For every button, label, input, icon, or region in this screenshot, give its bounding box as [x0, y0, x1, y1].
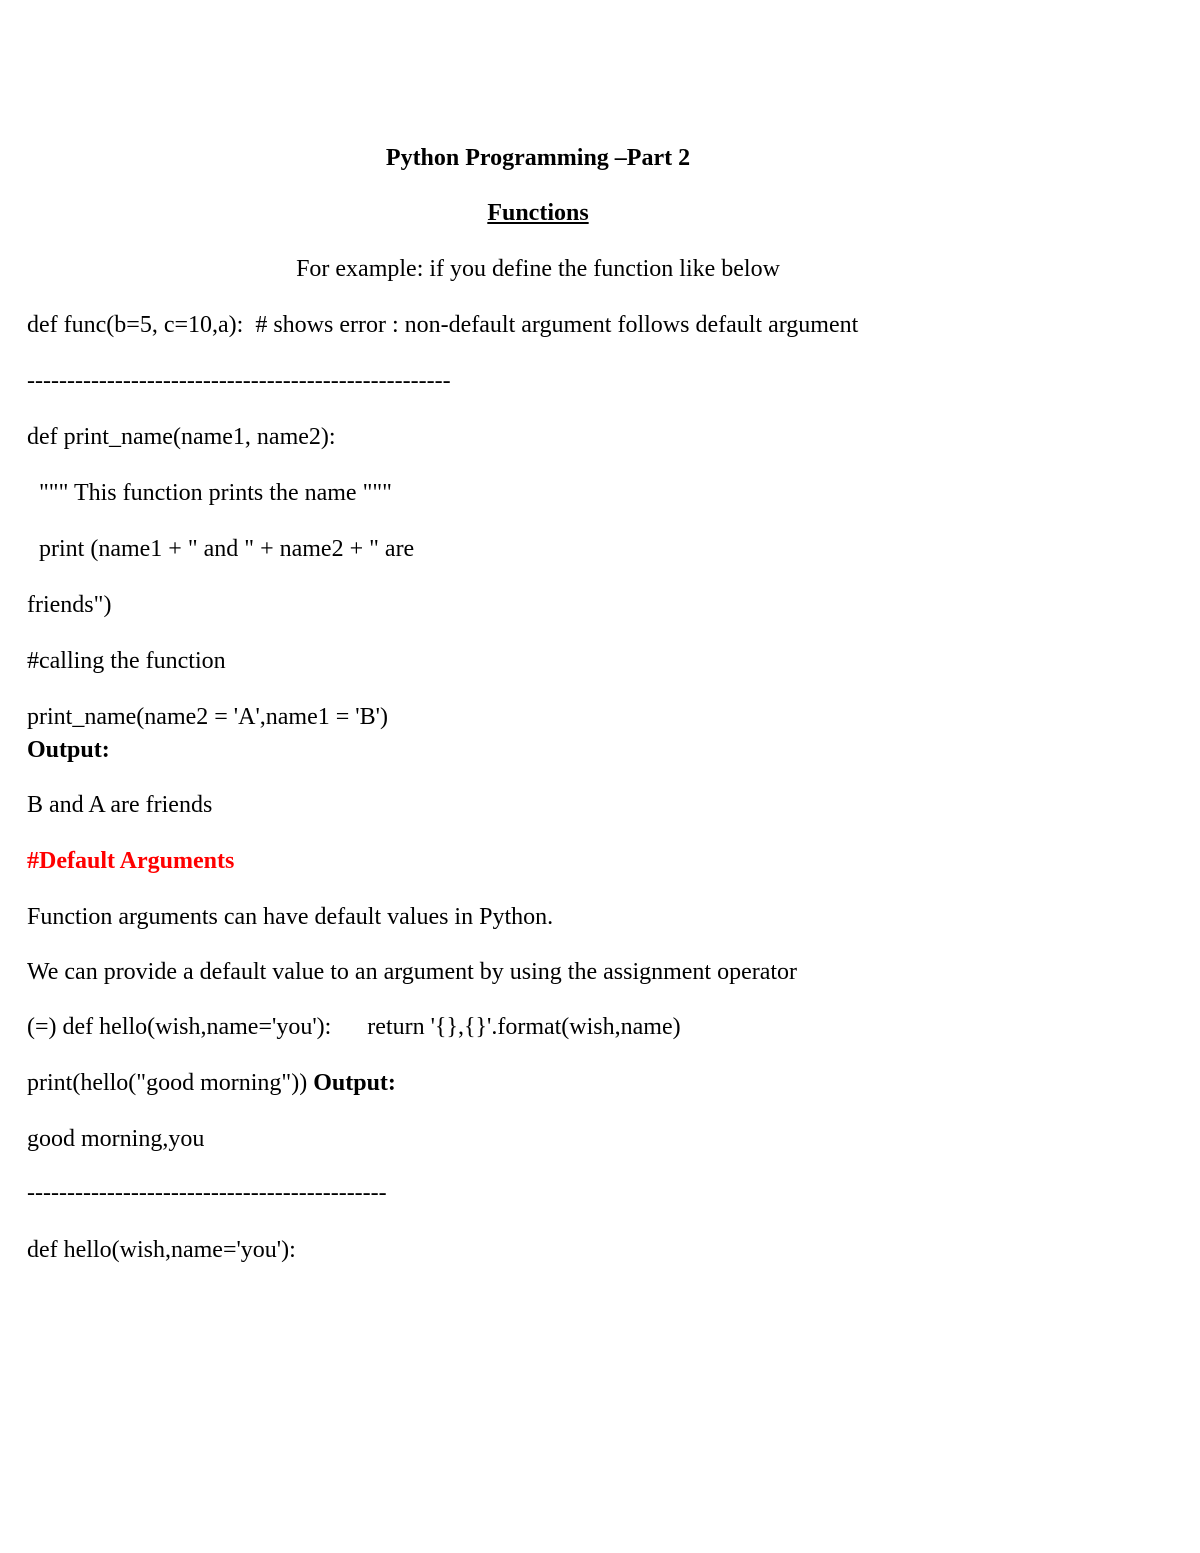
intro-text: For example: if you define the function like below [296, 256, 780, 282]
code-print-hello-line [27, 1068, 396, 1098]
separator-1: ----------------------------------------------------- [27, 368, 451, 394]
page-title: Python Programming –Part 2 [385, 145, 691, 171]
output-value-1: B and A are friends [27, 792, 213, 818]
separator-2: --------------------------------------------- [27, 1180, 387, 1206]
output-value-2: good morning,you [27, 1126, 205, 1152]
output-label-2: Output: [313, 1070, 396, 1096]
default-arguments-heading: #Default Arguments [27, 848, 235, 874]
code-print-hello: print(hello("good morning")) [27, 1070, 314, 1096]
code-hello-line: (=) def hello(wish,name='you'): return '{},{}'.format(wish,name) [27, 1014, 681, 1040]
code-comment-line: #calling the function [27, 648, 226, 674]
code-print-line-1: print (name1 + " and " + name2 + " are [27, 536, 415, 562]
code-call-line: print_name(name2 = 'A',name1 = 'B') [27, 704, 388, 730]
code-print-line-2: friends") [27, 592, 112, 618]
code-def-line: def print_name(name1, name2): [27, 424, 336, 450]
example-def-line: def func(b=5, c=10,a): # shows error : non-default argument follows default argument [27, 312, 859, 338]
output-label-1: Output: [27, 737, 110, 763]
code-docstring-line: """ This function prints the name """ [27, 480, 392, 506]
code-hello-def-line: def hello(wish,name='you'): [27, 1237, 296, 1263]
paragraph-2: We can provide a default value to an argument by using the assignment operator [27, 959, 798, 985]
paragraph-1: Function arguments can have default values in Python. [27, 904, 554, 930]
section-title: Functions [487, 200, 589, 226]
